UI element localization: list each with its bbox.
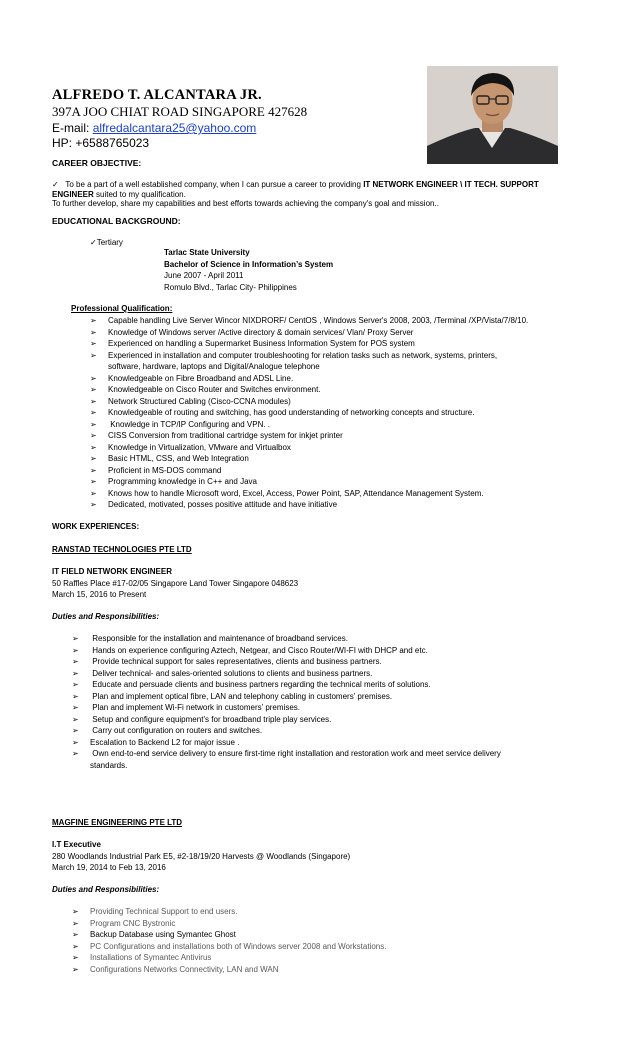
qualification-list	[90, 315, 610, 511]
arrow-bullet-icon: ➢	[90, 316, 97, 325]
duty-item: ➢ PC Configurations and installations both of Windows server 2008 and Workstations.	[72, 941, 387, 951]
qualification-item: ➢ Experienced on handling a Supermarket Business Information System for POS system	[90, 339, 415, 348]
qualification-item: ➢ Knowledge in TCP/IP Configuring and VPN. .	[90, 419, 271, 429]
qualification-item: ➢ Knowledgeable of routing and switching, has good understanding of networking concepts and structure.	[90, 408, 475, 417]
duty-item: ➢ Provide technical support for sales representatives, clients and business partners.	[72, 657, 382, 666]
job2-company: MAGFINE ENGINEERING PTE LTD	[52, 818, 183, 827]
duty-item: ➢ Plan and implement Wi-Fi network in customers’ premises.	[72, 703, 300, 712]
job2-title: I.T Executive	[52, 840, 101, 849]
qualification-item: ➢ Knowledge in Virtualization, VMware and Virtualbox	[90, 442, 291, 452]
duty-item: ➢ Plan and implement optical fibre, LAN and telephony cabling in customers’ premises.	[72, 691, 393, 701]
duty-item: ➢ Educate and persuade clients and business partners regarding the technical merits of solutions.	[72, 680, 431, 689]
qualification-item: ➢ Knowledgeable on Fibre Broadband and ADSL Line.	[90, 373, 294, 383]
qualification-item: ➢ Knows how to handle Microsoft word, Excel, Access, Power Point, SAP, Attendance Management System.	[90, 488, 484, 498]
arrow-bullet-icon: ➢	[72, 953, 79, 962]
arrow-bullet-icon: ➢	[90, 339, 97, 348]
arrow-bullet-icon: ➢	[72, 964, 79, 974]
duty-item: ➢ Deliver technical- and sales-oriented solutions to clients and business partners.	[72, 668, 373, 678]
arrow-bullet-icon: ➢	[72, 680, 79, 689]
arrow-bullet-icon: ➢	[90, 442, 97, 452]
qualification-item: ➢ Programming knowledge in C++ and Java	[90, 477, 257, 486]
arrow-bullet-icon: ➢	[90, 500, 97, 509]
duty-item: ➢ Hands on experience configuring Aztech, Netgear, and Cisco Router/WI-FI with DHCP and etc.	[72, 645, 428, 655]
duty-item: ➢ Program CNC Bystronic	[72, 918, 176, 928]
job1-company: RANSTAD TECHNOLOGIES PTE LTD	[52, 545, 192, 554]
duty-item: ➢ Backup Database using Symantec Ghost	[72, 930, 236, 939]
email-label: E-mail:	[52, 121, 90, 135]
objective-line-1-text: To be a part of a well established company, when I can pursue a career to providing	[65, 180, 361, 189]
arrow-bullet-icon: ➢	[90, 454, 97, 463]
arrow-bullet-icon: ➢	[72, 749, 79, 758]
duty-item: ➢ Responsible for the installation and maintenance of broadband services.	[72, 634, 348, 643]
duty-item: ➢ Installations of Symantec Antivirus	[72, 953, 212, 962]
duty-item: ➢ Own end-to-end service delivery to ensure first-time right installation and restoration work and meet service delivery	[72, 749, 501, 758]
phone-number: HP: +6588765023	[52, 136, 150, 150]
arrow-bullet-icon: ➢	[72, 691, 79, 701]
arrow-bullet-icon: ➢	[90, 408, 97, 417]
arrow-bullet-icon: ➢	[72, 930, 79, 939]
arrow-bullet-icon: ➢	[72, 941, 79, 951]
arrow-bullet-icon: ➢	[90, 396, 97, 406]
objective-heading: CAREER OBJECTIVE:	[52, 158, 142, 168]
job2-address: 280 Woodlands Industrial Park E5, #2-18/19/20 Harvests @ Woodlands (Singapore)	[52, 851, 351, 861]
qualification-item: ➢ Network Structured Cabling (Cisco-CCNA modules)	[90, 396, 291, 406]
objective-line-3: To further develop, share my capabilities and best efforts towards achieving the company's goal and mission..	[52, 199, 439, 208]
qualification-item: ➢ Capable handling Live Server Wincor NIXDRORF/ CentOS , Windows Server's 2008, 2003, /Terminal /XP/Vista/7/8/10.	[90, 316, 529, 325]
objective-line-1	[52, 180, 592, 190]
objective-line-2	[52, 190, 592, 200]
job1-title: IT FIELD NETWORK ENGINEER	[52, 567, 172, 576]
duty-item-continuation: standards.	[90, 760, 128, 770]
qualification-item: ➢ CISS Conversion from traditional cartridge system for inkjet printer	[90, 431, 343, 440]
job1-details	[52, 566, 298, 601]
duty-item: ➢ Providing Technical Support to end users.	[72, 907, 238, 916]
qualification-item: ➢ Experienced in installation and computer troubleshooting for relation tasks such as network, systems, printers,	[90, 350, 498, 360]
education-details	[164, 247, 333, 293]
education-heading: EDUCATIONAL BACKGROUND:	[52, 216, 181, 226]
qualification-item: ➢ Proficient in MS-DOS command	[90, 465, 222, 475]
job1-duties-heading: Duties and Responsibilities:	[52, 612, 160, 621]
objective-line-2-text: suited to my qualification.	[96, 189, 186, 199]
duty-item: ➢ Carry out configuration on routers and switches.	[72, 726, 263, 735]
objective-text	[52, 180, 592, 209]
duty-item: ➢ Configurations Networks Connectivity, LAN and WAN	[72, 964, 279, 974]
qualification-item: ➢ Basic HTML, CSS, and Web Integration	[90, 454, 249, 463]
arrow-bullet-icon: ➢	[90, 419, 97, 429]
arrow-bullet-icon: ➢	[72, 668, 79, 678]
job1-dates: March 15, 2016 to Present	[52, 590, 147, 599]
school-location: Romulo Blvd., Tarlac City- Philippines	[164, 282, 297, 292]
arrow-bullet-icon: ➢	[72, 703, 79, 712]
email-line	[52, 121, 256, 135]
candidate-address: 397A JOO CHIAT ROAD SINGAPORE 427628	[52, 104, 308, 119]
education-dates: June 2007 - April 2011	[164, 271, 244, 280]
qualification-heading: Professional Qualification:	[71, 304, 173, 313]
email-link[interactable]: alfredalcantara25@yahoo.com	[92, 121, 257, 135]
arrow-bullet-icon: ➢	[90, 488, 97, 498]
arrow-bullet-icon: ➢	[90, 327, 97, 337]
arrow-bullet-icon: ➢	[72, 737, 79, 747]
arrow-bullet-icon: ➢	[90, 385, 97, 394]
arrow-bullet-icon: ➢	[72, 634, 79, 643]
arrow-bullet-icon: ➢	[90, 350, 97, 360]
objective-target-role-cont: ENGINEER	[52, 189, 94, 199]
profile-photo-image	[427, 66, 558, 164]
qualification-item: ➢ Dedicated, motivated, posses positive attitude and have initiative	[90, 500, 338, 509]
work-heading: WORK EXPERIENCES:	[52, 522, 140, 531]
arrow-bullet-icon: ➢	[90, 373, 97, 383]
qualification-item-continuation: software, hardware, laptops and Digital/Analogue telephone	[108, 362, 320, 371]
arrow-bullet-icon: ➢	[72, 714, 79, 724]
job2-details	[52, 839, 350, 874]
job2-duties-heading: Duties and Responsibilities:	[52, 885, 160, 894]
check-icon: ✓	[52, 180, 59, 189]
duty-item: ➢ Setup and configure equipment’s for broadband triple play services.	[72, 714, 332, 724]
education-level: ✓Tertiary	[90, 238, 123, 247]
arrow-bullet-icon: ➢	[72, 657, 79, 666]
objective-target-role: IT NETWORK ENGINEER \ IT TECH. SUPPORT	[363, 180, 539, 189]
job1-duties-list	[72, 633, 612, 771]
arrow-bullet-icon: ➢	[72, 726, 79, 735]
job2-dates: March 19, 2014 to Feb 13, 2016	[52, 863, 166, 872]
arrow-bullet-icon: ➢	[90, 431, 97, 440]
degree-name: Bachelor of Science in Information’s System	[164, 259, 334, 269]
arrow-bullet-icon: ➢	[72, 907, 79, 916]
job1-address: 50 Raffles Place #17-02/05 Singapore Land Tower Singapore 048623	[52, 578, 299, 588]
profile-photo	[427, 66, 558, 164]
duty-item: ➢ Escalation to Backend L2 for major issue .	[72, 737, 240, 747]
job2-duties-list	[72, 906, 612, 975]
arrow-bullet-icon: ➢	[72, 918, 79, 928]
arrow-bullet-icon: ➢	[90, 465, 97, 475]
qualification-item: ➢ Knowledge of Windows server /Active directory & domain services/ Vlan/ Proxy Server	[90, 327, 414, 337]
qualification-item: ➢ Knowledgeable on Cisco Router and Switches environment.	[90, 385, 321, 394]
candidate-name: ALFREDO T. ALCANTARA JR.	[52, 87, 262, 103]
arrow-bullet-icon: ➢	[90, 477, 97, 486]
arrow-bullet-icon: ➢	[72, 645, 79, 655]
school-name: Tarlac State University	[164, 248, 250, 257]
